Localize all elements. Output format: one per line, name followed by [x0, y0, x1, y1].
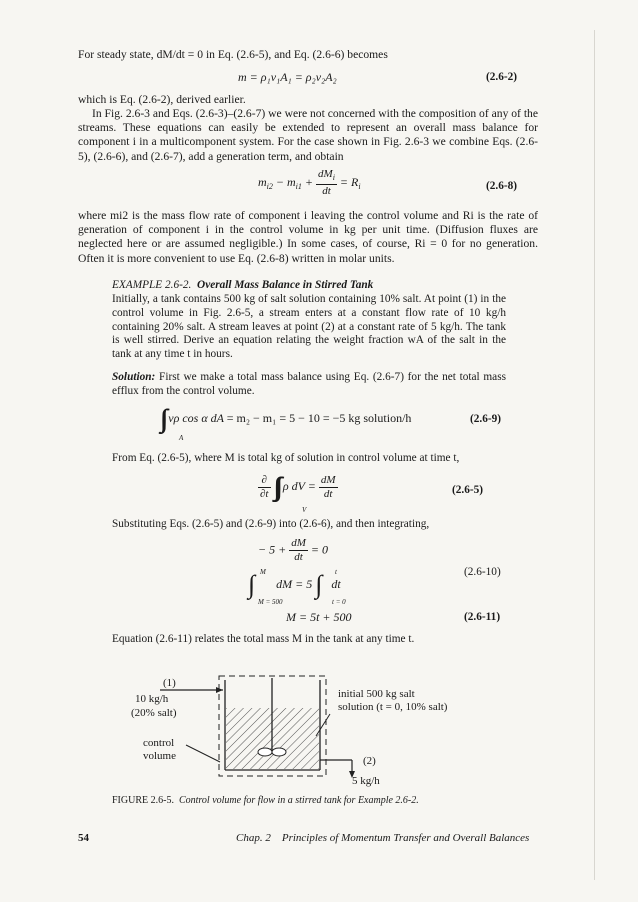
integral-lower-M500: M = 500 [258, 598, 283, 606]
stirrer-blade-right [272, 748, 286, 756]
equation-2-6-10-a: − 5 + $\frac{dM}{dt}$ = 0 [258, 537, 328, 563]
example-title: EXAMPLE 2.6-2. [112, 279, 192, 291]
footer-chapter [236, 832, 529, 844]
page-number: 54 [78, 832, 89, 844]
label-inflow-rate: 10 kg/h [135, 693, 169, 705]
solution-paragraph [112, 371, 506, 399]
label-point-2: (2) [363, 755, 376, 767]
label-initial-line1: initial 500 kg salt [338, 688, 415, 700]
label-volume: volume [143, 750, 176, 762]
equation-2-6-2: m = ρ₁v₁A₁ = ρ₂v₂A₂ [238, 70, 337, 84]
integral-subscript-V: V [302, 506, 307, 514]
footer-chapter-title: Principles of Momentum Transfer and Overall Balances [281, 832, 530, 844]
equation-number-2-6-2: (2.6-2) [486, 71, 518, 83]
paragraph-definitions: where mi2 is the mass flow rate of component i leaving the control volume and Ri is the rate of generation of component i in the control volume in kg per unit time. (Diffusion fluxes are neglected here or are assumed negligible.) In some cases, of course, Ri = 0 for no generation. Often it is more convenient to use Eq. (2.6-8) written in molar units. [78, 209, 538, 265]
solution-label: Solution: [112, 371, 156, 383]
intro-line: For steady state, dM/dt = 0 in Eq. (2.6-5), and Eq. (2.6-6) becomes [78, 48, 388, 61]
label-point-1: (1) [163, 677, 176, 689]
figure-caption [112, 795, 419, 806]
label-outflow-rate: 5 kg/h [352, 775, 380, 787]
example-header [112, 279, 506, 293]
paragraph-substituting: Substituting Eqs. (2.6-5) and (2.6-9) into (2.6-6), and then integrating, [112, 518, 430, 530]
label-control: control [143, 737, 175, 749]
equation-number-2-6-11: (2.6-11) [464, 611, 501, 623]
equation-2-6-5: $\frac{\partial}{\partial t}$ ∫∫∫ ρ dV = $\frac{dM}{dt}$ [260, 472, 336, 501]
solution-text: First we make a total mass balance using Eq. (2.6-7) for the net total mass efflux from the control volume. [112, 371, 506, 397]
figure-caption-text: Control volume for flow in a stirred tank for Example 2.6-2. [178, 795, 419, 806]
integral-upper-M: M [260, 568, 266, 576]
paragraph-derived: which is Eq. (2.6-2), derived earlier. [78, 93, 246, 106]
integral-subscript-A: A [179, 434, 184, 442]
integral-lower-t0: t = 0 [332, 598, 346, 606]
example-text: Initially, a tank contains 500 kg of salt solution containing 10% salt. At point (1) in the control volume in Fig. 2.6-5, a stream enters at a constant flow rate of 10 kg/h containing 20% salt. A stream leaves at point (2) at a constant rate of 5 kg/h. The tank is well stirred. Derive an equation relating the weight fraction wA of the salt in the tank at any time t in hours. [112, 293, 506, 361]
equation-2-6-9-rhs: = m₂ − m₁ = 5 − 10 = −5 kg solution/h [226, 410, 412, 425]
equation-number-2-6-10: (2.6-10) [464, 566, 501, 578]
equation-2-6-11: M = 5t + 500 [286, 610, 352, 624]
paragraph-relates: Equation (2.6-11) relates the total mass M in the tank at any time t. [112, 633, 415, 645]
equation-2-6-8: $m_{i2} - m_{i1}$ + $\frac{dM_i}{dt}$ = $R_i$ [258, 168, 361, 197]
stirrer-blade-left [258, 748, 272, 756]
label-initial-line2: solution (t = 0, 10% salt) [338, 701, 448, 713]
equation-number-2-6-8: (2.6-8) [486, 180, 518, 192]
control-volume-pointer [186, 745, 220, 762]
equation-number-2-6-5: (2.6-5) [452, 484, 484, 496]
paragraph-multicomponent: In Fig. 2.6-3 and Eqs. (2.6-3)–(2.6-7) we were not concerned with the composition of any of the streams. These equations can easily be extended to represent an overall mass balance for component i in a multicomponent system. For the case shown in Fig. 2.6-3 we combine Eqs. (2.6-5), (2.6-6), and (2.6-7), add a generation term, and obtain [78, 107, 538, 163]
example-heading: Overall Mass Balance in Stirred Tank [197, 279, 374, 291]
equation-2-6-9: ∫∫ vρ cos α dA = m₂ − m₁ = 5 − 10 = −5 kg solution/h [160, 404, 412, 433]
equation-number-2-6-9: (2.6-9) [470, 413, 502, 425]
equation-2-6-10-b: ∫ dM = 5 ∫ dt [248, 570, 341, 599]
figure-caption-prefix: FIGURE 2.6-5. [112, 795, 174, 806]
figure-stirred-tank [120, 670, 510, 800]
footer-chapter-number: Chap. 2 [236, 832, 271, 844]
label-inflow-concentration: (20% salt) [131, 707, 177, 719]
integral-upper-t: t [335, 568, 337, 576]
page-edge-line [594, 30, 595, 880]
paragraph-from-eq: From Eq. (2.6-5), where M is total kg of solution in control volume at time t, [112, 452, 460, 464]
